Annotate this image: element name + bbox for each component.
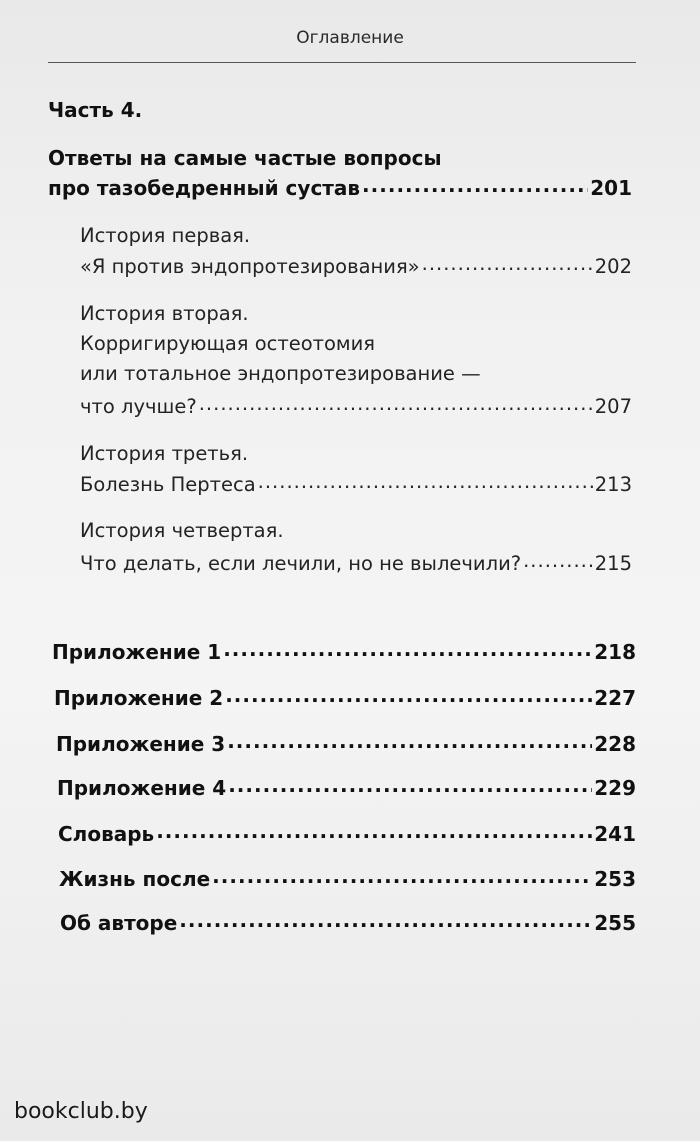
story-3-line1: История третья. <box>80 442 249 465</box>
toc-entry-story-2[interactable] <box>80 393 632 418</box>
page-number: 229 <box>594 776 636 800</box>
page-number: 253 <box>594 867 636 891</box>
toc-entry-story-1[interactable] <box>80 253 632 278</box>
story-1-title: «Я против эндопротезирования» <box>80 254 420 278</box>
story-2-line2: Корригирующая остеотомия <box>80 332 376 355</box>
toc-entry-about-author[interactable] <box>60 910 636 935</box>
entry-label: Словарь <box>58 822 155 846</box>
toc-entry-appendix-2[interactable] <box>54 685 636 710</box>
dot-leader <box>199 393 593 413</box>
page-number: 201 <box>590 176 632 200</box>
entry-label: Приложение 4 <box>57 776 227 800</box>
page-number: 215 <box>594 551 632 575</box>
story-4-line1: История четвертая. <box>80 519 284 542</box>
part-title-line2: про тазобедренный сустав <box>48 176 361 200</box>
toc-entry-story-3[interactable] <box>80 471 632 496</box>
toc-entry-part4[interactable] <box>48 175 632 200</box>
dot-leader <box>223 639 592 659</box>
dot-leader <box>523 550 593 570</box>
entry-label: Об авторе <box>60 911 178 935</box>
story-3-title: Болезнь Пертеса <box>80 472 256 496</box>
part-title-line1: Ответы на самые частые вопросы <box>48 146 442 170</box>
page-number: 227 <box>594 686 636 710</box>
dot-leader <box>225 685 592 705</box>
page-number: 255 <box>594 911 636 935</box>
story-2-line1: История вторая. <box>80 302 249 325</box>
toc-entry-story-4[interactable] <box>80 550 632 575</box>
dot-leader <box>179 910 592 930</box>
toc-entry-glossary[interactable] <box>58 821 636 846</box>
header-rule <box>48 62 636 63</box>
story-2-title: что лучше? <box>80 394 197 418</box>
page-number: 202 <box>594 254 632 278</box>
watermark-text: bookclub.by <box>14 1099 148 1124</box>
page-number: 241 <box>594 822 636 846</box>
dot-leader <box>258 471 593 491</box>
story-2-line3: или тотальное эндопротезирование — <box>80 362 481 385</box>
story-1-line1: История первая. <box>80 224 251 247</box>
entry-label: Приложение 1 <box>52 640 222 664</box>
page-number: 228 <box>594 732 636 756</box>
toc-entry-appendix-1[interactable] <box>52 639 636 664</box>
entry-label: Приложение 2 <box>54 686 224 710</box>
story-4-title: Что делать, если лечили, но не вылечили? <box>80 551 522 575</box>
toc-entry-appendix-4[interactable] <box>57 775 636 800</box>
entry-label: Жизнь после <box>59 867 211 891</box>
page-number: 218 <box>594 640 636 664</box>
page-header: Оглавление <box>296 28 404 48</box>
dot-leader <box>212 866 592 886</box>
toc-entry-appendix-3[interactable] <box>56 731 636 756</box>
dot-leader <box>156 821 592 841</box>
toc-entry-life-after[interactable] <box>59 866 636 891</box>
part-label: Часть 4. <box>48 98 143 122</box>
dot-leader <box>422 253 593 273</box>
entry-label: Приложение 3 <box>56 732 226 756</box>
page-number: 213 <box>594 472 632 496</box>
page-number: 207 <box>594 394 632 418</box>
dot-leader <box>362 175 588 195</box>
dot-leader <box>227 731 592 751</box>
dot-leader <box>228 775 592 795</box>
